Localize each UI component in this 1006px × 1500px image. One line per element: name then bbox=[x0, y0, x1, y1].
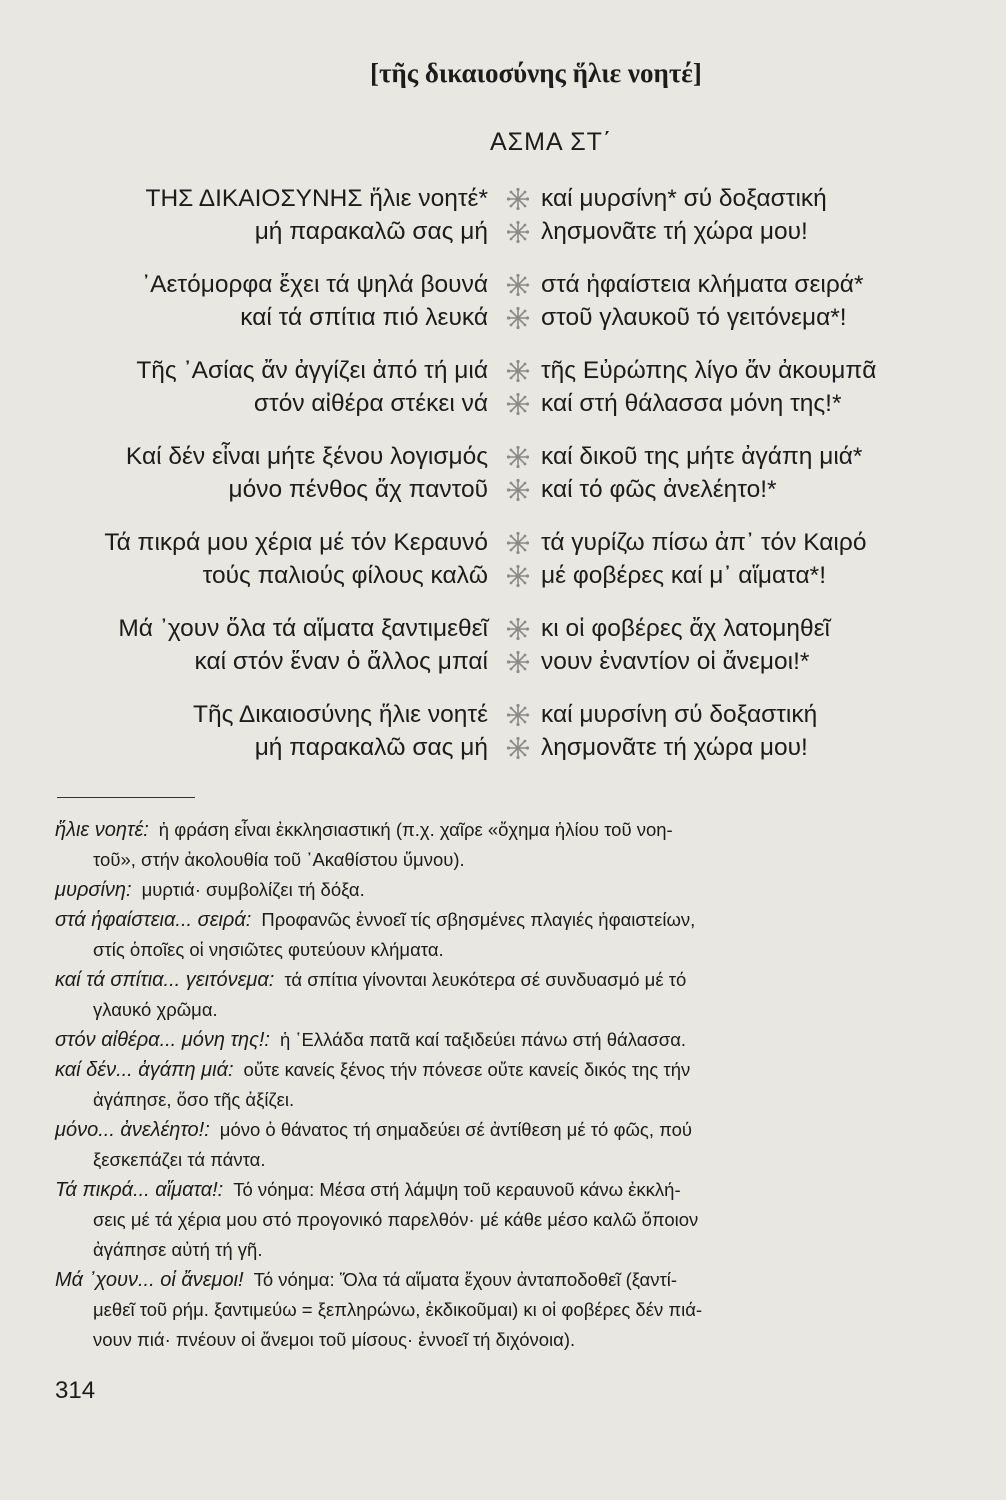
footnote-term: ἥλιε νοητέ: bbox=[55, 819, 149, 841]
poem-line-right: καί τό φῶς ἀνελέητο!* bbox=[541, 476, 777, 503]
poem-line-left: ᾿Αετόμορφα ἔχει τά ψηλά βουνά bbox=[142, 271, 488, 298]
footnote-divider bbox=[57, 797, 195, 798]
poem-line bbox=[0, 354, 1006, 387]
asterisk-flower-icon bbox=[506, 703, 530, 727]
poem-line-left: καί στόν ἕναν ὁ ἄλλος μπαί bbox=[194, 648, 488, 675]
footnote bbox=[55, 1265, 925, 1355]
poem-line-right: μέ φοβέρες καί μ᾿ αἵματα*! bbox=[541, 562, 827, 589]
footnote bbox=[55, 1025, 925, 1055]
poem-line-right: καί μυρσίνη* σύ δοξαστική bbox=[541, 185, 827, 212]
footnote-text: τά σπίτια γίνονται λευκότερα σέ συνδυασμό μέ τό bbox=[284, 969, 687, 990]
footnote-text: σεις μέ τά χέρια μου στό προγονικό παρελθόν· μέ κάθε μέσο καλῶ ὅποιον bbox=[93, 1209, 699, 1230]
footnote-term: Μά ᾿χουν... οἱ ἄνεμοι! bbox=[55, 1269, 244, 1291]
footnote-term: στόν αἰθέρα... μόνη της!: bbox=[55, 1029, 270, 1051]
poem-line bbox=[0, 645, 1006, 678]
footnote-text: τοῦ», στήν ἀκολουθία τοῦ ᾿Ακαθίστου ὕμνου). bbox=[93, 849, 465, 870]
poem-line bbox=[0, 268, 1006, 301]
asterisk-flower-icon bbox=[506, 617, 530, 641]
footnote-term: μόνο... ἀνελέητο!: bbox=[55, 1119, 210, 1141]
footnote bbox=[55, 905, 925, 965]
stanza bbox=[0, 612, 1006, 678]
poem-line-right: τῆς Εὐρώπης λίγο ἄν ἀκουμπᾶ bbox=[541, 357, 877, 384]
stanza bbox=[0, 526, 1006, 592]
poem-line-right: καί στή θάλασσα μόνη της!* bbox=[541, 390, 842, 417]
section-header: [τῆς δικαιοσύνης ἥλιε νοητέ] bbox=[370, 58, 702, 88]
asterisk-flower-icon bbox=[506, 187, 530, 211]
footnote-term: στά ἡφαίστεια... σειρά: bbox=[55, 909, 252, 931]
asterisk-flower-icon bbox=[506, 220, 530, 244]
stanza bbox=[0, 182, 1006, 248]
footnote bbox=[55, 815, 925, 875]
asterisk-flower-icon bbox=[506, 564, 530, 588]
asterisk-flower-icon bbox=[506, 478, 530, 502]
poem-line-left: τούς παλιούς φίλους καλῶ bbox=[202, 562, 488, 589]
footnote-term: μυρσίνη: bbox=[55, 879, 132, 901]
poem-line bbox=[0, 301, 1006, 334]
asterisk-flower-icon bbox=[506, 445, 530, 469]
asterisk-flower-icon bbox=[506, 359, 530, 383]
footnote-text: στίς ὁποῖες οἱ νησιῶτες φυτεύουν κλήματα. bbox=[93, 939, 444, 960]
poem-line bbox=[0, 473, 1006, 506]
footnotes bbox=[55, 815, 925, 1355]
poem-line-left: στόν αἰθέρα στέκει νά bbox=[253, 390, 488, 417]
stanza bbox=[0, 268, 1006, 334]
poem-line bbox=[0, 612, 1006, 645]
poem-line-right: καί μυρσίνη σύ δοξαστική bbox=[541, 701, 818, 728]
footnote-text: ἡ φράση εἶναι ἐκκλησιαστική (π.χ. χαῖρε «ὄχημα ἡλίου τοῦ νοη- bbox=[158, 819, 673, 840]
poem-line-right: κι οἱ φοβέρες ἄχ λατομηθεῖ bbox=[541, 615, 830, 642]
poem-line bbox=[0, 440, 1006, 473]
footnote bbox=[55, 1055, 925, 1115]
asterisk-flower-icon bbox=[506, 736, 530, 760]
footnote-text: οὔτε κανείς ξένος τήν πόνεσε οὔτε κανείς δικός της τήν bbox=[243, 1059, 691, 1080]
poem-line bbox=[0, 387, 1006, 420]
stanza bbox=[0, 440, 1006, 506]
asterisk-flower-icon bbox=[506, 306, 530, 330]
poem-line-left: Μά ᾿χουν ὅλα τά αἵματα ξαντιμεθεῖ bbox=[118, 615, 488, 642]
asterisk-flower-icon bbox=[506, 650, 530, 674]
poem-line bbox=[0, 215, 1006, 248]
poem-line-right: λησμονᾶτε τή χώρα μου! bbox=[541, 734, 808, 761]
footnote bbox=[55, 1115, 925, 1175]
footnote bbox=[55, 875, 925, 905]
poem-line bbox=[0, 559, 1006, 592]
footnote-term: καί δέν... ἀγάπη μιά: bbox=[55, 1059, 234, 1081]
footnote-text: ἀγάπησε αὐτή τή γῆ. bbox=[93, 1239, 263, 1260]
poem-line-left: μόνο πένθος ἄχ παντοῦ bbox=[228, 476, 488, 503]
footnote-text: μεθεῖ τοῦ ρήμ. ξαντιμεύω = ξεπληρώνω, ἐκδικοῦμαι) κι οἱ φοβέρες δέν πιά- bbox=[93, 1299, 703, 1320]
poem-line-right: νουν ἐναντίον οἱ ἄνεμοι!* bbox=[541, 648, 810, 675]
poem-line-right: στά ἡφαίστεια κλήματα σειρά* bbox=[541, 271, 864, 298]
page-number: 314 bbox=[55, 1377, 96, 1404]
poem-line-left: μή παρακαλῶ σας μή bbox=[254, 734, 488, 761]
poem-line-left: ΤΗΣ ΔΙΚΑΙΟΣΥΝΗΣ ἥλιε νοητέ* bbox=[145, 185, 488, 212]
footnote-text: Τό νόημα: Μέσα στή λάμψη τοῦ κεραυνοῦ κάνω ἐκκλή- bbox=[233, 1179, 681, 1200]
footnote-term: Τά πικρά... αἵματα!: bbox=[55, 1179, 224, 1201]
song-title: ΑΣΜΑ ΣΤ΄ bbox=[490, 128, 613, 156]
poem-line-left: Τά πικρά μου χέρια μέ τόν Κεραυνό bbox=[104, 529, 488, 556]
footnote-text: μόνο ὁ θάνατος τή σημαδεύει σέ ἀντίθεση μέ τό φῶς, πού bbox=[219, 1119, 693, 1140]
stanza bbox=[0, 354, 1006, 420]
footnote-text: γλαυκό χρῶμα. bbox=[93, 999, 218, 1020]
asterisk-flower-icon bbox=[506, 531, 530, 555]
footnote-text: μυρτιά· συμβολίζει τή δόξα. bbox=[141, 879, 365, 900]
footnote-text: νουν πιά· πνέουν οἱ ἄνεμοι τοῦ μίσους· ἐννοεῖ τή διχόνοια). bbox=[93, 1329, 576, 1350]
footnote bbox=[55, 1175, 925, 1265]
footnote-term: καί τά σπίτια... γειτόνεμα: bbox=[55, 969, 275, 991]
poem-line-right: τά γυρίζω πίσω ἀπ᾿ τόν Καιρό bbox=[541, 529, 867, 556]
asterisk-flower-icon bbox=[506, 392, 530, 416]
footnote bbox=[55, 965, 925, 1025]
poem-line-left: καί τά σπίτια πιό λευκά bbox=[240, 304, 488, 331]
poem-line-right: καί δικοῦ της μήτε ἀγάπη μιά* bbox=[541, 443, 863, 470]
poem-line bbox=[0, 698, 1006, 731]
footnote-text: ἀγάπησε, ὅσο τῆς ἀξίζει. bbox=[93, 1089, 295, 1110]
poem-line bbox=[0, 731, 1006, 764]
poem-line bbox=[0, 182, 1006, 215]
footnote-text: Προφανῶς ἐννοεῖ τίς σβησμένες πλαγιές ἡφαιστείων, bbox=[261, 909, 696, 930]
poem bbox=[0, 182, 1006, 784]
stanza bbox=[0, 698, 1006, 764]
poem-line-left: Τῆς Δικαιοσύνης ἥλιε νοητέ bbox=[192, 701, 488, 728]
poem-line-left: Τῆς ᾿Ασίας ἄν ἀγγίζει ἀπό τή μιά bbox=[136, 357, 488, 384]
poem-line-left: μή παρακαλῶ σας μή bbox=[254, 218, 488, 245]
asterisk-flower-icon bbox=[506, 273, 530, 297]
footnote-text: Τό νόημα: Ὅλα τά αἵματα ἔχουν ἀνταποδοθεῖ (ξαντί- bbox=[253, 1269, 678, 1290]
poem-line-left: Καί δέν εἶναι μήτε ξένου λογισμός bbox=[125, 443, 488, 470]
poem-line-right: στοῦ γλαυκοῦ τό γειτόνεμα*! bbox=[541, 304, 847, 331]
poem-line-right: λησμονᾶτε τή χώρα μου! bbox=[541, 218, 808, 245]
footnote-text: ἡ ῾Ελλάδα πατᾶ καί ταξιδεύει πάνω στή θάλασσα. bbox=[279, 1029, 687, 1050]
poem-line bbox=[0, 526, 1006, 559]
footnote-text: ξεσκεπάζει τά πάντα. bbox=[93, 1149, 266, 1170]
